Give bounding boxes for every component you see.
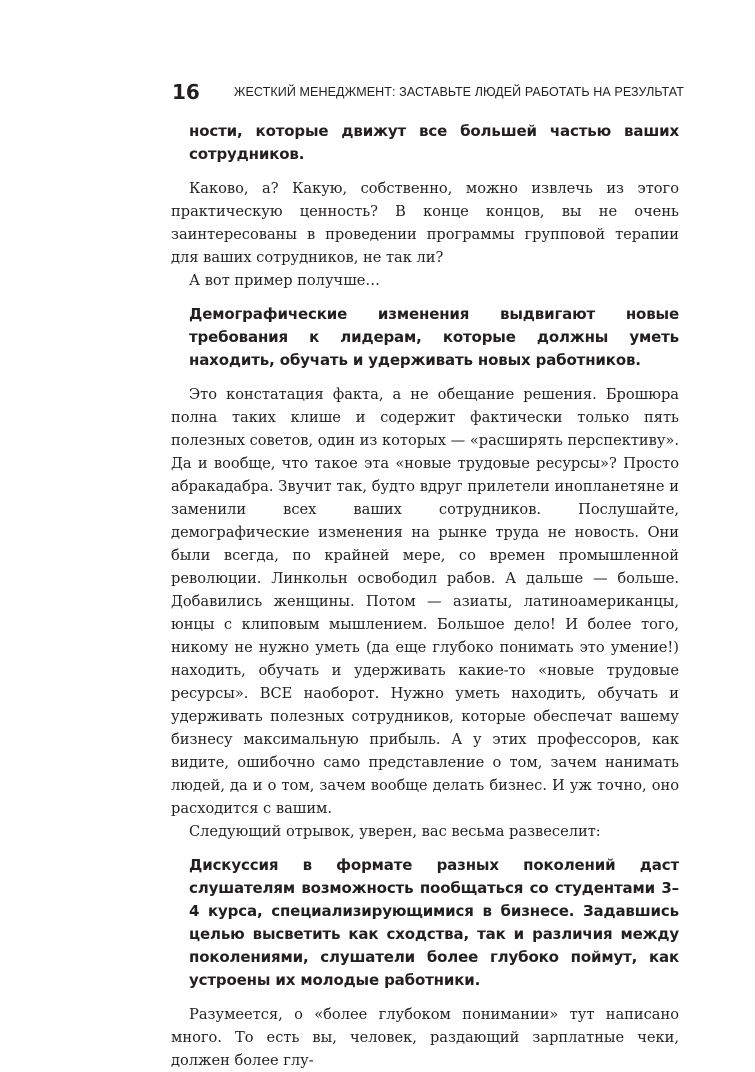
paragraph-5: Разумеется, о «более глубоком понимании» тут написано много. То есть вы, человек, раздающий зарплатные чеки, должен более глу-	[171, 1006, 679, 1069]
quote-block-2: Демографические изменения выдвигают новые требования к лидерам, которые должны уметь находить, обучать и удерживать новых работников.	[189, 305, 679, 369]
quote-block-3: Дискуссия в формате разных поколений даст слушателям возможность пообщаться со студентами 3–4 курса, специализирующимися в бизнесе. Задавшись целью высветить как сходства, так и различия между поколениями, слушатели более глубоко поймут, как устроены их молодые работники.	[189, 856, 679, 989]
quote-block-1: ности, которые движут все большей частью ваших сотрудников.	[189, 122, 679, 163]
page-header	[172, 79, 684, 107]
running-head: ЖЕСТКИЙ МЕНЕДЖМЕНТ: ЗАСТАВЬТЕ ЛЮДЕЙ РАБОТАТЬ НА РЕЗУЛЬТАТ	[233, 85, 684, 99]
page-body	[171, 120, 679, 1072]
paragraph-1: Каково, а? Какую, собственно, можно извлечь из этого практическую ценность? В конце концов, вы не очень заинтересованы в проведении программы групповой терапии для ваших сотрудников, не так ли?	[171, 180, 679, 266]
paragraph-3: Это констатация факта, а не обещание решения. Брошюра полна таких клише и содержит фактически только пять полезных советов, один из которых — «расширять перспективу». Да и вообще, что такое эта «новые трудовые ресурсы»? Просто абракадабра. Звучит так, будто вдруг прилетели инопланетяне и заменили всех ваших сотрудников. Послушайте, демографические изменения на рынке труда не новость. Они были всегда, по крайней мере, со времен промышленной революции. Линкольн освободил рабов. А дальше — больше. Добавились женщины. Потом — азиаты, латиноамериканцы, юнцы с клиповым мышлением. Большое дело! И более того, никому не нужно уметь (да еще глубоко понимать это умение!) находить, обучать и удерживать какие-то «новые трудовые ресурсы». ВСЕ наоборот. Нужно уметь находить, обучать и удерживать полезных сотрудников, которые обеспечат вашему бизнесу максимальную прибыль. А у этих профессоров, как видите, ошибочно само представление о том, зачем нанимать людей, да и о том, зачем вообще делать бизнес. И уж точно, оно расходится с вашим.	[171, 386, 679, 817]
paragraph-4: Следующий отрывок, уверен, вас весьма развеселит:	[189, 823, 601, 840]
page-number: 16	[172, 80, 200, 104]
paragraph-2: А вот пример получше…	[189, 272, 380, 289]
